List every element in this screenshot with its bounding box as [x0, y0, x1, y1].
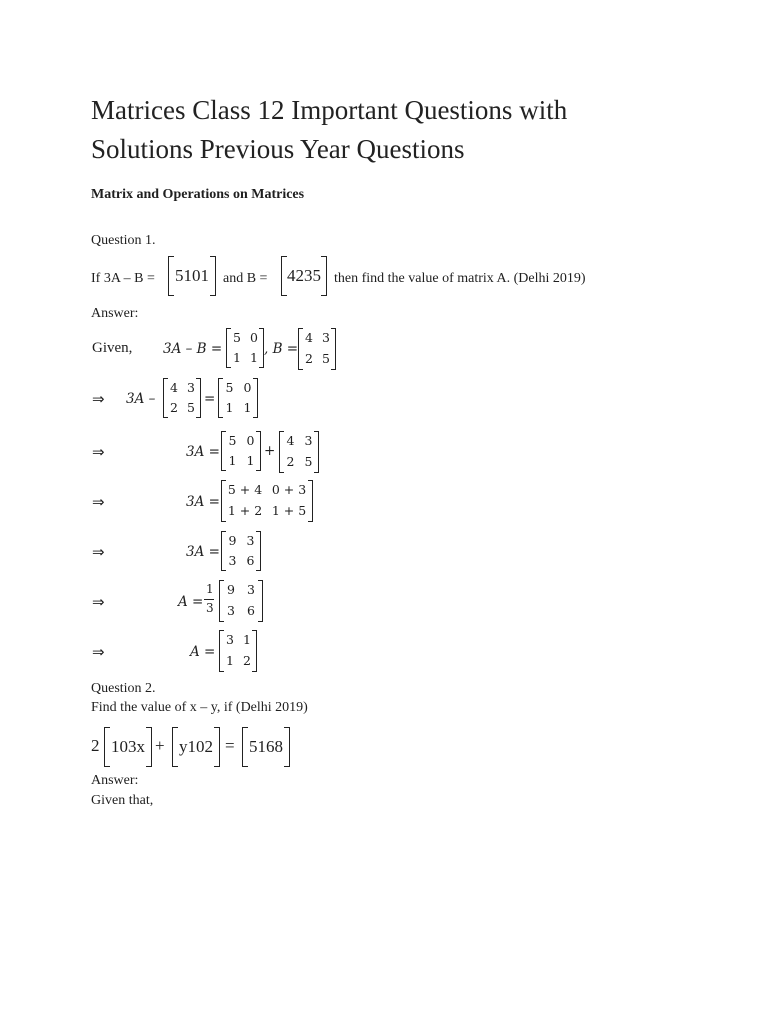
step5-matrix-3a: 9 3 3 6	[221, 531, 261, 571]
step7-implies-arrow: ⇒	[92, 643, 105, 661]
step6-fraction-bar	[204, 599, 214, 600]
step5-lhs: 3A =	[186, 544, 220, 560]
step2-lhs: 3A –	[126, 391, 156, 407]
step1-comma-b: , B =	[264, 341, 299, 357]
q2-matrix-1: 103x	[104, 727, 152, 767]
section-heading: Matrix and Operations on Matrices	[91, 187, 305, 202]
q2-given-that: Given that,	[91, 793, 154, 808]
step1-matrix-b: 4 3 2 5	[298, 328, 336, 370]
step6-fraction-denominator: 3	[206, 601, 214, 615]
page-title-line-1: Matrices Class 12 Important Questions with	[91, 95, 568, 125]
q2-text: Find the value of x – y, if (Delhi 2019)	[91, 700, 308, 715]
given-label: Given,	[92, 340, 133, 356]
q1-matrix-b: 4235	[281, 256, 327, 296]
q2-matrix-3: 5168	[242, 727, 290, 767]
step3-lhs: 3A =	[186, 444, 220, 460]
step7-matrix-a: 3 1 1 2	[219, 630, 257, 672]
q1-matrix-3a-minus-b: 5101	[168, 256, 216, 296]
q2-equals: =	[225, 736, 235, 755]
step2-matrix-3a-minus-b: 5 0 1 1	[218, 378, 258, 418]
q2-answer-label: Answer:	[91, 773, 139, 788]
step6-lhs: A =	[178, 594, 204, 610]
step6-implies-arrow: ⇒	[92, 593, 105, 611]
step2-matrix-b: 4 3 2 5	[163, 378, 201, 418]
q1-text-and: and B =	[223, 271, 268, 286]
q2-coefficient: 2	[91, 736, 100, 755]
q2-matrix-2: y102	[172, 727, 220, 767]
q2-plus: +	[155, 736, 165, 755]
step1-matrix-3a-minus-b: 5 0 1 1	[226, 328, 264, 368]
step3-matrix-3a-minus-b: 5 0 1 1	[221, 431, 261, 471]
q1-text-rest: then find the value of matrix A. (Delhi 2019)	[334, 271, 586, 286]
step5-implies-arrow: ⇒	[92, 543, 105, 561]
step7-lhs: A =	[190, 644, 216, 660]
step1-lhs: 3A – B =	[163, 341, 223, 357]
step3-plus: +	[264, 443, 276, 459]
q1-answer-label: Answer:	[91, 306, 139, 321]
q1-text-if: If 3A – B =	[91, 271, 155, 286]
step2-equals: =	[204, 391, 216, 407]
page-title-line-2: Solutions Previous Year Questions	[91, 134, 465, 164]
step4-matrix-sum: 5 + 4 0 + 3 1 + 2 1 + 5	[221, 480, 313, 522]
step4-implies-arrow: ⇒	[92, 493, 105, 511]
step3-matrix-b: 4 3 2 5	[279, 431, 319, 473]
question-2-label: Question 2.	[91, 681, 156, 696]
step4-lhs: 3A =	[186, 494, 220, 510]
step2-implies-arrow: ⇒	[92, 390, 105, 408]
question-1-label: Question 1.	[91, 233, 156, 248]
step6-fraction-numerator: 1	[206, 582, 214, 596]
step3-implies-arrow: ⇒	[92, 443, 105, 461]
step6-matrix-3a: 9 3 3 6	[219, 580, 263, 622]
